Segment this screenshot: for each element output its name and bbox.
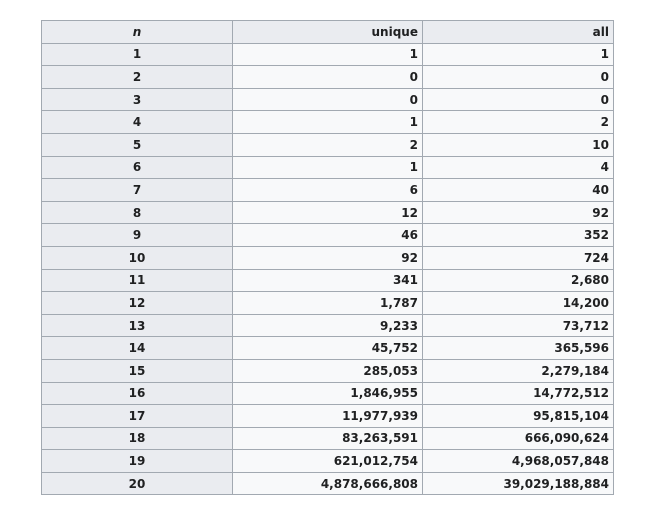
row-header-n: 11 xyxy=(42,269,233,292)
cell-unique: 1,787 xyxy=(233,292,423,315)
table-row xyxy=(42,314,614,337)
cell-unique: 341 xyxy=(233,269,423,292)
table-row xyxy=(42,359,614,382)
cell-all: 352 xyxy=(423,224,614,247)
row-header-n: 3 xyxy=(42,88,233,111)
cell-all: 0 xyxy=(423,88,614,111)
table-row xyxy=(42,88,614,111)
row-header-n: 4 xyxy=(42,111,233,134)
cell-all: 1 xyxy=(423,43,614,66)
table-row xyxy=(42,450,614,473)
row-header-n: 14 xyxy=(42,337,233,360)
cell-all: 92 xyxy=(423,201,614,224)
cell-unique: 285,053 xyxy=(233,359,423,382)
cell-all: 0 xyxy=(423,66,614,89)
table-row xyxy=(42,179,614,202)
cell-all: 2,680 xyxy=(423,269,614,292)
cell-unique: 2 xyxy=(233,133,423,156)
table-row xyxy=(42,201,614,224)
cell-all: 365,596 xyxy=(423,337,614,360)
table-row xyxy=(42,427,614,450)
cell-all: 14,772,512 xyxy=(423,382,614,405)
column-header-unique[interactable]: unique xyxy=(233,21,423,44)
cell-unique: 92 xyxy=(233,246,423,269)
row-header-n: 13 xyxy=(42,314,233,337)
cell-all: 40 xyxy=(423,179,614,202)
cell-unique: 12 xyxy=(233,201,423,224)
table-row xyxy=(42,292,614,315)
table-row xyxy=(42,382,614,405)
row-header-n: 17 xyxy=(42,405,233,428)
cell-all: 73,712 xyxy=(423,314,614,337)
cell-unique: 11,977,939 xyxy=(233,405,423,428)
table-row xyxy=(42,472,614,495)
cell-all: 39,029,188,884 xyxy=(423,472,614,495)
cell-all: 10 xyxy=(423,133,614,156)
cell-unique: 45,752 xyxy=(233,337,423,360)
cell-all: 2 xyxy=(423,111,614,134)
row-header-n: 10 xyxy=(42,246,233,269)
row-header-n: 20 xyxy=(42,472,233,495)
cell-unique: 1 xyxy=(233,43,423,66)
cell-unique: 1 xyxy=(233,156,423,179)
table-row xyxy=(42,43,614,66)
row-header-n: 16 xyxy=(42,382,233,405)
cell-unique: 1,846,955 xyxy=(233,382,423,405)
cell-unique: 621,012,754 xyxy=(233,450,423,473)
table-body xyxy=(42,43,614,495)
table-row xyxy=(42,224,614,247)
column-header-n[interactable]: n xyxy=(42,21,233,44)
table-row xyxy=(42,246,614,269)
solutions-table xyxy=(41,20,614,495)
row-header-n: 15 xyxy=(42,359,233,382)
row-header-n: 6 xyxy=(42,156,233,179)
row-header-n: 7 xyxy=(42,179,233,202)
table-row xyxy=(42,133,614,156)
cell-unique: 46 xyxy=(233,224,423,247)
row-header-n: 9 xyxy=(42,224,233,247)
column-header-all[interactable]: all xyxy=(423,21,614,44)
table-row xyxy=(42,111,614,134)
cell-all: 666,090,624 xyxy=(423,427,614,450)
row-header-n: 8 xyxy=(42,201,233,224)
row-header-n: 5 xyxy=(42,133,233,156)
cell-unique: 1 xyxy=(233,111,423,134)
row-header-n: 12 xyxy=(42,292,233,315)
cell-all: 14,200 xyxy=(423,292,614,315)
table-row xyxy=(42,269,614,292)
row-header-n: 19 xyxy=(42,450,233,473)
cell-all: 2,279,184 xyxy=(423,359,614,382)
table-row xyxy=(42,156,614,179)
row-header-n: 2 xyxy=(42,66,233,89)
table-row xyxy=(42,66,614,89)
cell-unique: 4,878,666,808 xyxy=(233,472,423,495)
header-row xyxy=(42,21,614,44)
table-row xyxy=(42,337,614,360)
cell-all: 95,815,104 xyxy=(423,405,614,428)
table-row xyxy=(42,405,614,428)
cell-unique: 6 xyxy=(233,179,423,202)
row-header-n: 18 xyxy=(42,427,233,450)
cell-all: 4,968,057,848 xyxy=(423,450,614,473)
cell-unique: 83,263,591 xyxy=(233,427,423,450)
cell-all: 4 xyxy=(423,156,614,179)
cell-all: 724 xyxy=(423,246,614,269)
cell-unique: 0 xyxy=(233,66,423,89)
cell-unique: 9,233 xyxy=(233,314,423,337)
row-header-n: 1 xyxy=(42,43,233,66)
cell-unique: 0 xyxy=(233,88,423,111)
